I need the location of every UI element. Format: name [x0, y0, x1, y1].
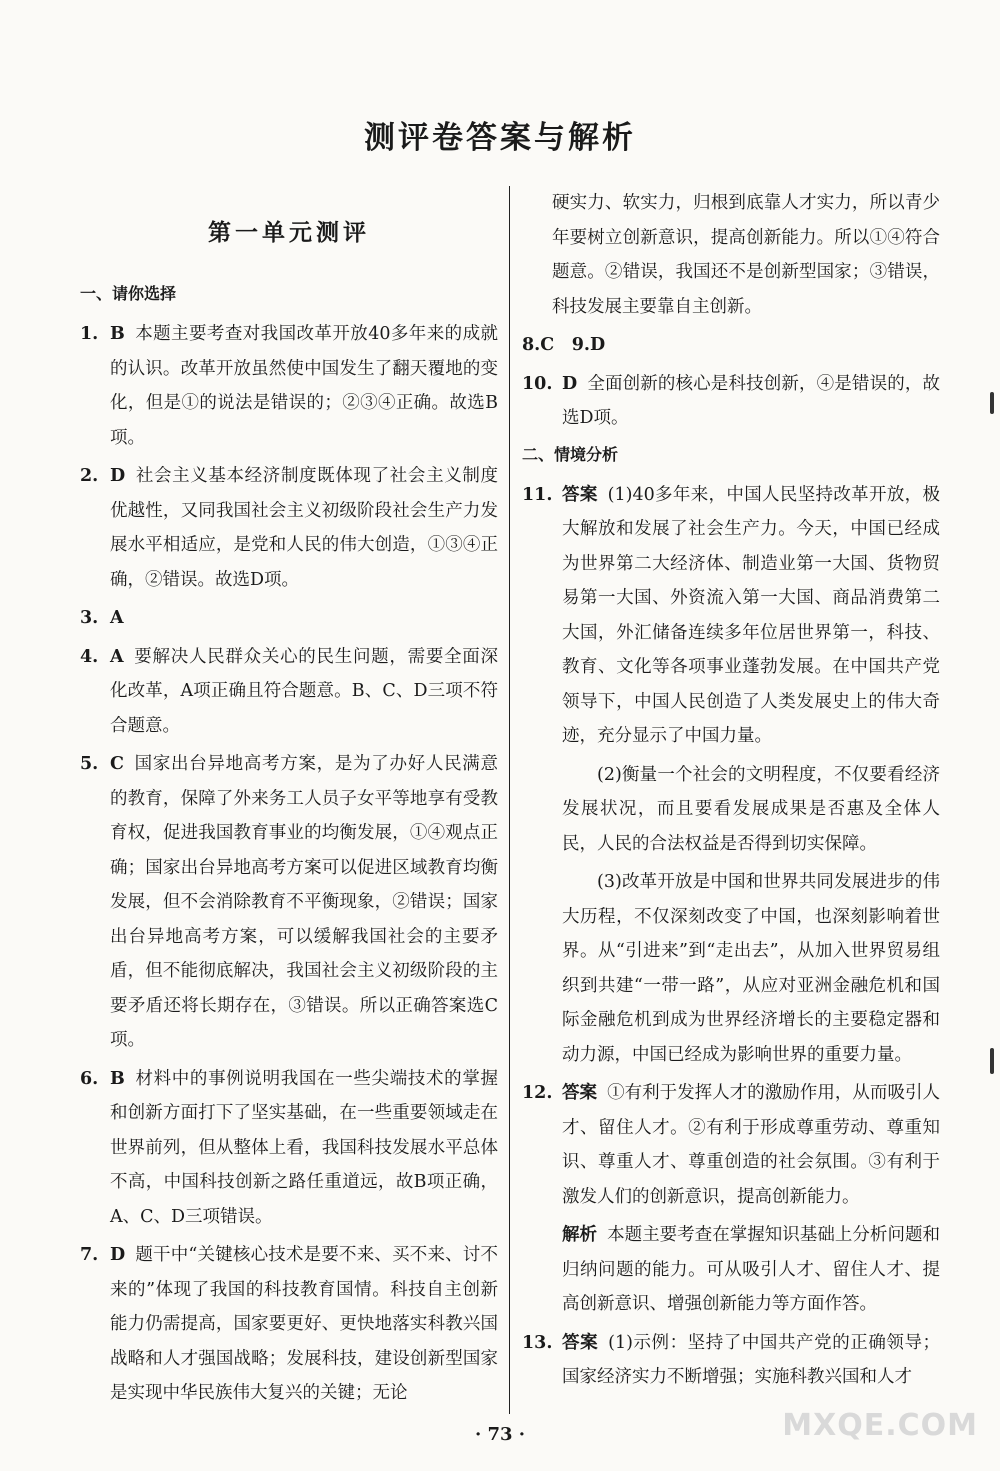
answer-item-13 [522, 1326, 940, 1395]
answer-item-6 [80, 1062, 498, 1235]
item-answer: A [110, 646, 124, 667]
item-11-part-1: (1)40多年来，中国人民坚持改革开放，极大解放和发展了社会生产力。今天，中国已经成为世界第二大经济体、制造业第一大国、货物贸易第一大国、外资流入第一大国、商品消费第二大国，外汇储备连续多年位居世界第一，科技、教育、文化等各项事业蓬勃发展。在中国共产党领导下，中国人民创造了人类发展史上的伟大奇迹，充分显示了中国力量。 [562, 484, 941, 746]
answer-label: 答案 [562, 1083, 598, 1103]
answer-item-12 [522, 1076, 940, 1214]
item-number: 10. [522, 373, 553, 394]
item-number: 2. [80, 466, 99, 486]
analysis-label: 解析 [562, 1225, 598, 1245]
left-column [80, 186, 498, 1415]
answer-item-10 [522, 367, 940, 436]
answer-label: 答案 [562, 484, 598, 505]
item-answer: B [110, 324, 125, 344]
item-12-analysis [522, 1218, 940, 1322]
item-number: 12. [522, 1083, 553, 1103]
scan-edge-mark [990, 392, 994, 414]
item-explanation: 本题主要考查对我国改革开放40多年来的成就的认识。改革开放虽然使中国发生了翻天覆地的变化，但是①的说法是错误的；②③④正确。故选B项。 [110, 324, 498, 448]
item-number: 3. [80, 608, 99, 628]
answer-item-4 [80, 640, 498, 744]
answer-item-2 [80, 459, 498, 597]
item-answer: D [562, 373, 578, 394]
watermark-logo: MXQE.COM [782, 1408, 978, 1443]
items-8-9-text: 8.C 9.D [522, 335, 606, 355]
item-explanation: 题干中“关键核心技术是要不来、买不来、讨不来的”体现了我国的科技教育国情。科技自主创新能力仍需提高，国家要更好、更快地落实科教兴国战略和人才强国战略；发展科技，建设创新型国家是实现中华民族伟大复兴的关键；无论 [110, 1245, 498, 1403]
right-column [522, 186, 940, 1399]
item-answer: D [110, 1245, 126, 1265]
scan-edge-mark [990, 1048, 994, 1074]
item-explanation: 全面创新的核心是科技创新，④是错误的，故选D项。 [562, 373, 940, 428]
page-number: · 73 · [474, 1424, 526, 1445]
item-explanation: 要解决人民群众关心的民生问题，需要全面深化改革，A项正确且符合题意。B、C、D三项不符合题意。 [110, 646, 498, 736]
answer-item-7 [80, 1238, 498, 1411]
answer-label: 答案 [562, 1332, 599, 1353]
analysis-text: 本题主要考查在掌握知识基础上分析问题和归纳问题的能力。可从吸引人才、留住人才、提高创新意识、增强创新能力等方面作答。 [562, 1225, 941, 1314]
unit-title: 第一单元测评 [208, 219, 370, 246]
section-heading-analysis: 二、情境分析 [522, 444, 619, 464]
item-7-continuation: 硬实力、软实力，归根到底靠人才实力，所以青少年要树立创新意识，提高创新能力。所以①④符合题意。②错误，我国还不是创新型国家；③错误，科技发展主要靠自主创新。 [552, 193, 940, 317]
item-number: 6. [80, 1068, 99, 1089]
answer-item-11 [522, 478, 940, 754]
item-11-part-2: (2)衡量一个社会的文明程度，不仅要看经济发展状况，而且要看发展成果是否惠及全体人民，人民的合法权益是否得到切实保障。 [562, 764, 940, 854]
item-answer: C [110, 754, 124, 774]
item-number: 4. [80, 646, 99, 667]
answer-item-1 [80, 317, 498, 455]
item-number: 1. [80, 324, 99, 344]
section-heading-choice: 一、请你选择 [80, 284, 177, 303]
item-number: 11. [522, 484, 553, 505]
page-title: 测评卷答案与解析 [364, 120, 636, 156]
item-answer: B [110, 1068, 125, 1089]
item-11-part-3: (3)改革开放是中国和世界共同发展进步的伟大历程，不仅深刻改变了中国，也深刻影响着世界。从“引进来”到“走出去”，从加入世界贸易组织到共建“一带一路”，从应对亚洲金融危机和国际金融危机到成为世界经济增长的主要稳定器和动力源，中国已经成为影响世界的重要力量。 [562, 872, 940, 1065]
item-explanation: 国家出台异地高考方案，是为了办好人民满意的教育，保障了外来务工人员子女平等地享有受教育权，促进我国教育事业的均衡发展，①④观点正确；国家出台异地高考方案可以促进区域教育均衡发展，但不会消除教育不平衡现象，②错误；国家出台异地高考方案，可以缓解我国社会的主要矛盾，但不能彻底解决，我国社会主义初级阶段的主要矛盾还将长期存在，③错误。所以正确答案选C项。 [110, 754, 498, 1050]
item-13-answer: (1)示例：坚持了中国共产党的正确领导；国家经济实力不断增强；实施科教兴国和人才 [562, 1332, 941, 1387]
column-divider [509, 186, 510, 1414]
item-explanation: 材料中的事例说明我国在一些尖端技术的掌握和创新方面打下了坚实基础，在一些重要领域走在世界前列，但从整体上看，我国科技发展水平总体不高，中国科技创新之路任重道远，故B项正确，A、C、D三项错误。 [110, 1068, 498, 1227]
item-answer: D [110, 466, 126, 486]
item-answer: A [110, 608, 124, 628]
item-number: 13. [522, 1332, 553, 1353]
item-explanation: 社会主义基本经济制度既体现了社会主义制度优越性，又同我国社会主义初级阶段社会生产力发展水平相适应，是党和人民的伟大创造，①③④正确，②错误。故选D项。 [110, 466, 498, 590]
item-number: 7. [80, 1245, 99, 1265]
answer-items-8-9 [522, 328, 940, 363]
answer-item-5 [80, 747, 498, 1058]
item-12-answer: ①有利于发挥人才的激励作用，从而吸引人才、留住人才。②有利于形成尊重劳动、尊重知识、尊重人才、尊重创造的社会氛围。③有利于激发人们的创新意识，提高创新能力。 [562, 1083, 941, 1207]
answer-item-3 [80, 601, 498, 636]
item-number: 5. [80, 754, 99, 774]
